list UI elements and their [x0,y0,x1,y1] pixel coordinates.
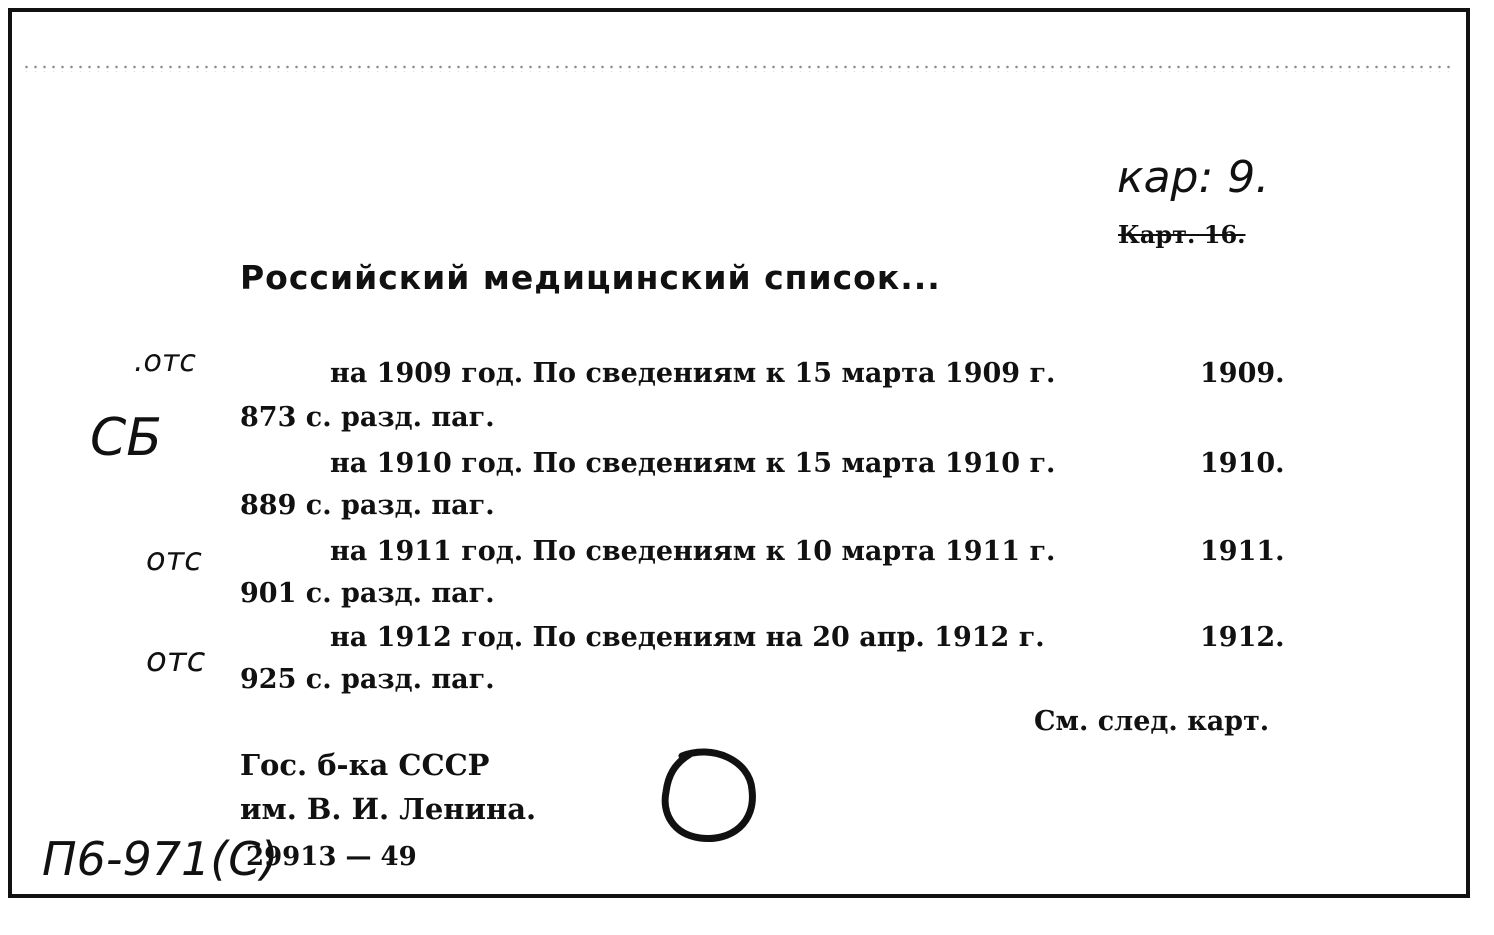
margin-mark: отс [146,540,202,578]
see-next-card: См. след. карт. [1034,706,1270,737]
entry-year: 1909. [1200,358,1285,389]
entry-pages: 873 с. разд. паг. [240,402,495,433]
entry-year: 1912. [1200,622,1285,653]
catalog-card [8,8,1470,898]
library-line-2: им. В. И. Ленина. [240,792,537,826]
perforation-edge [22,64,1456,72]
library-line-1: Гос. б-ка СССР [240,748,490,782]
entry-pages: 889 с. разд. паг. [240,490,495,521]
card-title: Российский медицинский список... [240,258,941,297]
entry-year: 1911. [1200,536,1285,567]
margin-mark: .отс [134,344,196,379]
hand-drawn-circle [652,742,772,852]
handwritten-card-number: кар: 9. [1117,152,1270,203]
struck-card-number: Карт. 16. [1118,220,1246,249]
entry-year: 1910. [1200,448,1285,479]
entry-text: на 1909 год. По сведениям к 15 марта 1909 г. [330,358,1056,389]
entry-pages: 901 с. разд. паг. [240,578,495,609]
print-code: 29913 — 49 [246,842,417,872]
margin-mark: СБ [90,408,162,468]
entry-pages: 925 с. разд. паг. [240,664,495,695]
entry-text: на 1910 год. По сведениям к 15 марта 1910 г. [330,448,1056,479]
shelfmark: П6-971(С) [42,832,279,886]
entry-text: на 1911 год. По сведениям к 10 марта 1911 г. [330,536,1056,567]
entry-text: на 1912 год. По сведениям на 20 апр. 1912 г. [330,622,1045,653]
margin-mark: отс [146,640,206,680]
